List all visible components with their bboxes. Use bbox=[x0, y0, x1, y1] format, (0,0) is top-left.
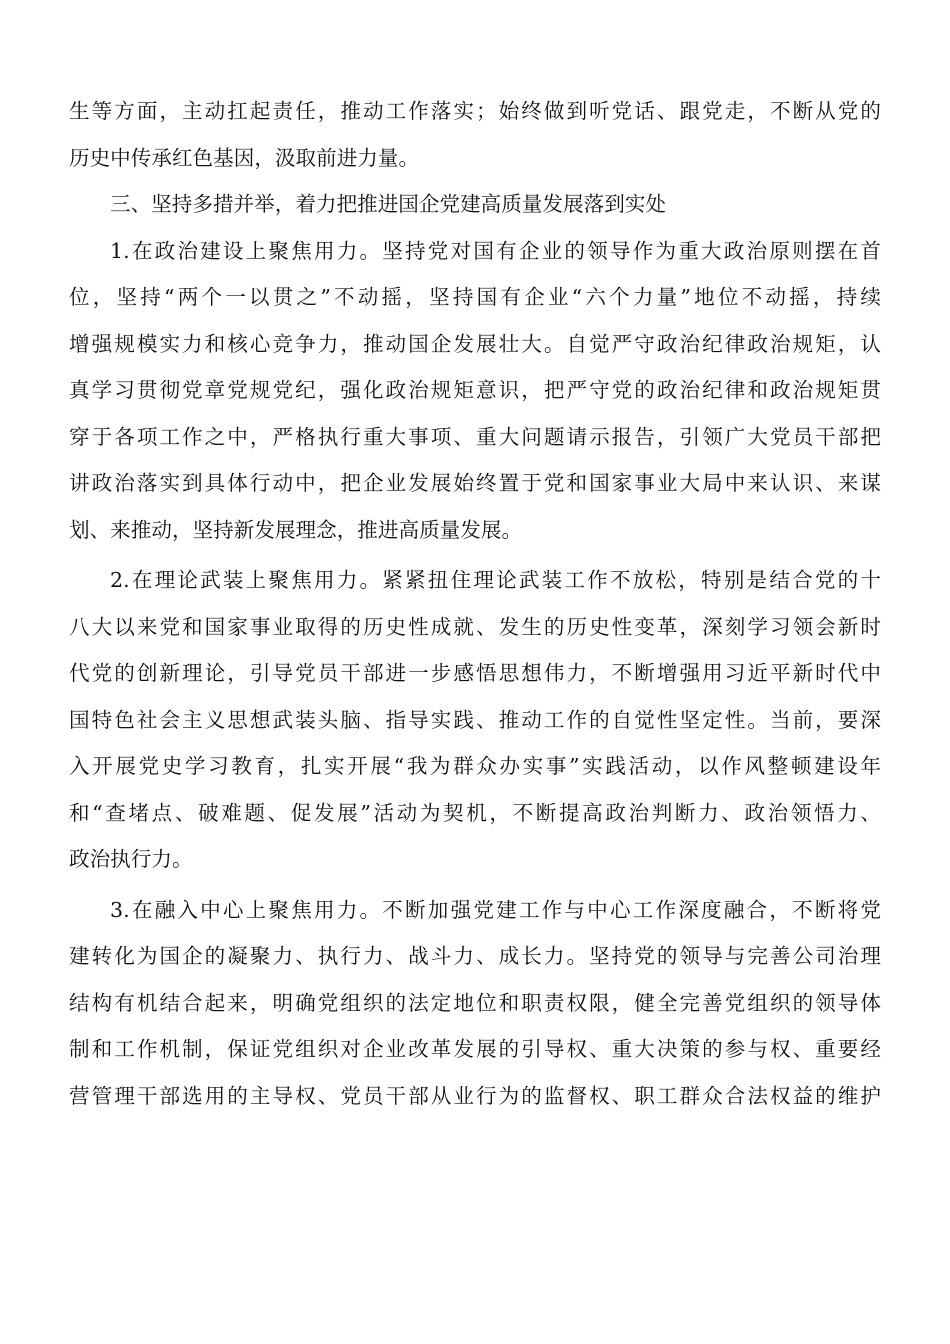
document-body bbox=[69, 88, 881, 1119]
text-line: 入开展党史学习教育，扎实开展“我为群众办实事”实践活动，以作风整顿建设年 bbox=[69, 754, 881, 778]
text-line: 代党的创新理论，引导党员干部进一步感悟思想伟力，不断增强用习近平新时代中 bbox=[69, 661, 881, 685]
text-line: 生等方面，主动扛起责任，推动工作落实；始终做到听党话、跟党走，不断从党的 bbox=[69, 99, 881, 123]
text-line: 和“查堵点、破难题、促发展”活动为契机，不断提高政治判断力、政治领悟力、 bbox=[69, 800, 881, 825]
paragraph-2-start: 2.在理论武装上聚焦用力。紧紧扭住理论武装工作不放松，特别是结合党的十 bbox=[110, 568, 881, 592]
text-line: 位，坚持“两个一以贯之”不动摇，坚持国有企业“六个力量”地位不动摇，持续 bbox=[69, 285, 881, 309]
text-line: 结构有机结合起来，明确党组织的法定地位和职责权限，健全完善党组织的领导体 bbox=[69, 990, 881, 1015]
text-line: 建转化为国企的凝聚力、执行力、战斗力、成长力。坚持党的领导与完善公司治理 bbox=[69, 944, 881, 968]
text-line: 穿于各项工作之中，严格执行重大事项、重大问题请示报告，引领广大党员干部把 bbox=[69, 424, 881, 449]
text-line: 增强规模实力和核心竞争力，推动国企发展壮大。自觉严守政治纪律政治规矩，认 bbox=[69, 331, 881, 356]
text-line: 营管理干部选用的主导权、党员干部从业行为的监督权、职工群众合法权益的维护 bbox=[69, 1083, 881, 1108]
text-line: 国特色社会主义思想武装头脑、指导实践、推动工作的自觉性坚定性。当前，要深 bbox=[69, 707, 881, 732]
text-line: 制和工作机制，保证党组织对企业改革发展的引导权、重大决策的参与权、重要经 bbox=[69, 1037, 881, 1061]
text-line: 真学习贯彻党章党规党纪，强化政治规矩意识，把严守党的政治纪律和政治规矩贯 bbox=[69, 378, 881, 402]
text-line: 划、来推动，坚持新发展理念，推进高质量发展。 bbox=[69, 517, 523, 542]
text-line: 讲政治落实到具体行动中，把企业发展始终置于党和国家事业大局中来认识、来谋 bbox=[69, 471, 881, 495]
text-line: 历史中传承红色基因，汲取前进力量。 bbox=[69, 145, 420, 170]
paragraph-1-start: 1.在政治建设上聚焦用力。坚持党对国有企业的领导作为重大政治原则摆在首 bbox=[110, 238, 881, 263]
section-heading: 三、坚持多措并举，着力把推进国企党建高质量发展落到实处 bbox=[110, 192, 667, 216]
paragraph-3-start: 3.在融入中心上聚焦用力。不断加强党建工作与中心工作深度融合，不断将党 bbox=[110, 897, 881, 922]
text-line: 政治执行力。 bbox=[69, 847, 193, 871]
text-line: 八大以来党和国家事业取得的历史性成就、发生的历史性变革，深刻学习领会新时 bbox=[69, 614, 881, 639]
